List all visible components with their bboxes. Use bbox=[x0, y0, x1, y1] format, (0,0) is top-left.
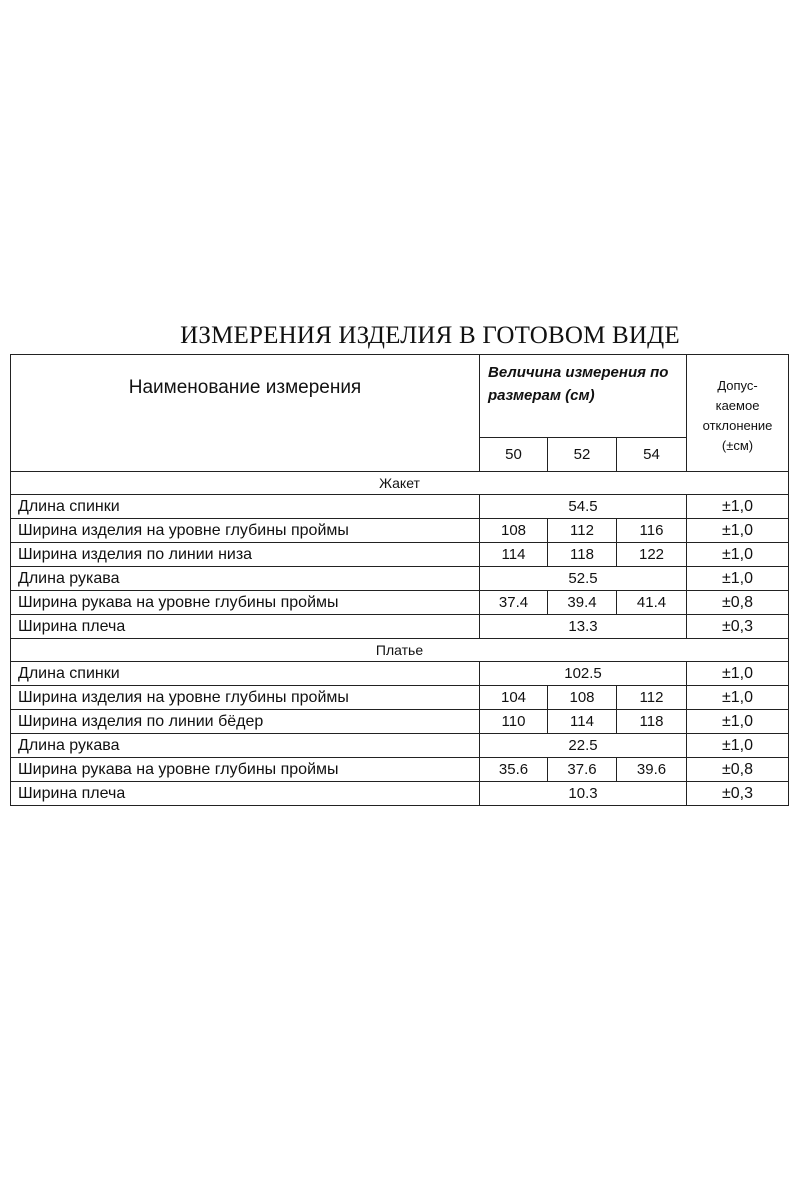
measurements-table bbox=[10, 354, 789, 806]
tolerance-value: ±0,3 bbox=[687, 782, 789, 806]
table-row bbox=[11, 519, 789, 543]
measurement-name: Ширина изделия на уровне глубины проймы bbox=[11, 519, 480, 543]
measurement-value: 118 bbox=[548, 543, 617, 567]
measurement-name: Ширина плеча bbox=[11, 782, 480, 806]
measurement-value: 110 bbox=[480, 710, 548, 734]
tolerance-value: ±1,0 bbox=[687, 567, 789, 591]
tolerance-value: ±1,0 bbox=[687, 519, 789, 543]
table-row bbox=[11, 567, 789, 591]
table-row bbox=[11, 686, 789, 710]
table-row bbox=[11, 615, 789, 639]
measurement-value: 10.3 bbox=[480, 782, 687, 806]
measurement-name: Ширина рукава на уровне глубины проймы bbox=[11, 591, 480, 615]
measurement-value: 104 bbox=[480, 686, 548, 710]
measurement-value: 39.4 bbox=[548, 591, 617, 615]
measurement-value: 108 bbox=[480, 519, 548, 543]
section-title: Платье bbox=[11, 639, 789, 662]
measurement-name: Ширина рукава на уровне глубины проймы bbox=[11, 758, 480, 782]
measurement-name: Длина спинки bbox=[11, 662, 480, 686]
measurement-value: 108 bbox=[548, 686, 617, 710]
measurement-value: 114 bbox=[480, 543, 548, 567]
page-title: ИЗМЕРЕНИЯ ИЗДЕЛИЯ В ГОТОВОМ ВИДЕ bbox=[180, 322, 680, 349]
measurement-value: 122 bbox=[617, 543, 687, 567]
measurement-value: 41.4 bbox=[617, 591, 687, 615]
table-row bbox=[11, 591, 789, 615]
size-header-52: 52 bbox=[548, 438, 617, 472]
measurement-name: Ширина изделия по линии низа bbox=[11, 543, 480, 567]
table-row bbox=[11, 782, 789, 806]
table-row bbox=[11, 710, 789, 734]
measurement-name: Ширина изделия по линии бёдер bbox=[11, 710, 480, 734]
table-row bbox=[11, 662, 789, 686]
table-row bbox=[11, 758, 789, 782]
tolerance-value: ±1,0 bbox=[687, 543, 789, 567]
tolerance-column-header: Допус- каемое отклонение (±см) bbox=[687, 355, 789, 472]
tolerance-value: ±0,8 bbox=[687, 591, 789, 615]
name-column-header: Наименование измерения bbox=[11, 355, 480, 472]
table-row bbox=[11, 495, 789, 519]
tolerance-value: ±1,0 bbox=[687, 734, 789, 758]
tolerance-value: ±0,8 bbox=[687, 758, 789, 782]
measurement-name: Длина спинки bbox=[11, 495, 480, 519]
measurement-name: Ширина плеча bbox=[11, 615, 480, 639]
measurement-name: Длина рукава bbox=[11, 567, 480, 591]
section-row bbox=[11, 472, 789, 495]
measurement-name: Ширина изделия на уровне глубины проймы bbox=[11, 686, 480, 710]
measurement-value: 102.5 bbox=[480, 662, 687, 686]
size-header-54: 54 bbox=[617, 438, 687, 472]
tolerance-value: ±1,0 bbox=[687, 686, 789, 710]
tolerance-value: ±1,0 bbox=[687, 662, 789, 686]
header-row bbox=[11, 355, 789, 438]
measurement-value: 37.6 bbox=[548, 758, 617, 782]
measurement-value: 54.5 bbox=[480, 495, 687, 519]
table-row bbox=[11, 734, 789, 758]
measurement-value: 112 bbox=[617, 686, 687, 710]
measurement-value: 35.6 bbox=[480, 758, 548, 782]
tolerance-value: ±1,0 bbox=[687, 495, 789, 519]
section-row bbox=[11, 639, 789, 662]
size-header-50: 50 bbox=[480, 438, 548, 472]
measurement-value: 37.4 bbox=[480, 591, 548, 615]
measurement-value: 112 bbox=[548, 519, 617, 543]
section-title: Жакет bbox=[11, 472, 789, 495]
measurement-name: Длина рукава bbox=[11, 734, 480, 758]
measurement-value: 13.3 bbox=[480, 615, 687, 639]
measurement-value: 116 bbox=[617, 519, 687, 543]
size-group-header: Величина измерения по размерам (см) bbox=[480, 355, 687, 438]
measurement-value: 114 bbox=[548, 710, 617, 734]
measurement-value: 39.6 bbox=[617, 758, 687, 782]
table-row bbox=[11, 543, 789, 567]
measurement-value: 22.5 bbox=[480, 734, 687, 758]
measurement-value: 118 bbox=[617, 710, 687, 734]
tolerance-value: ±0,3 bbox=[687, 615, 789, 639]
tolerance-value: ±1,0 bbox=[687, 710, 789, 734]
measurement-value: 52.5 bbox=[480, 567, 687, 591]
